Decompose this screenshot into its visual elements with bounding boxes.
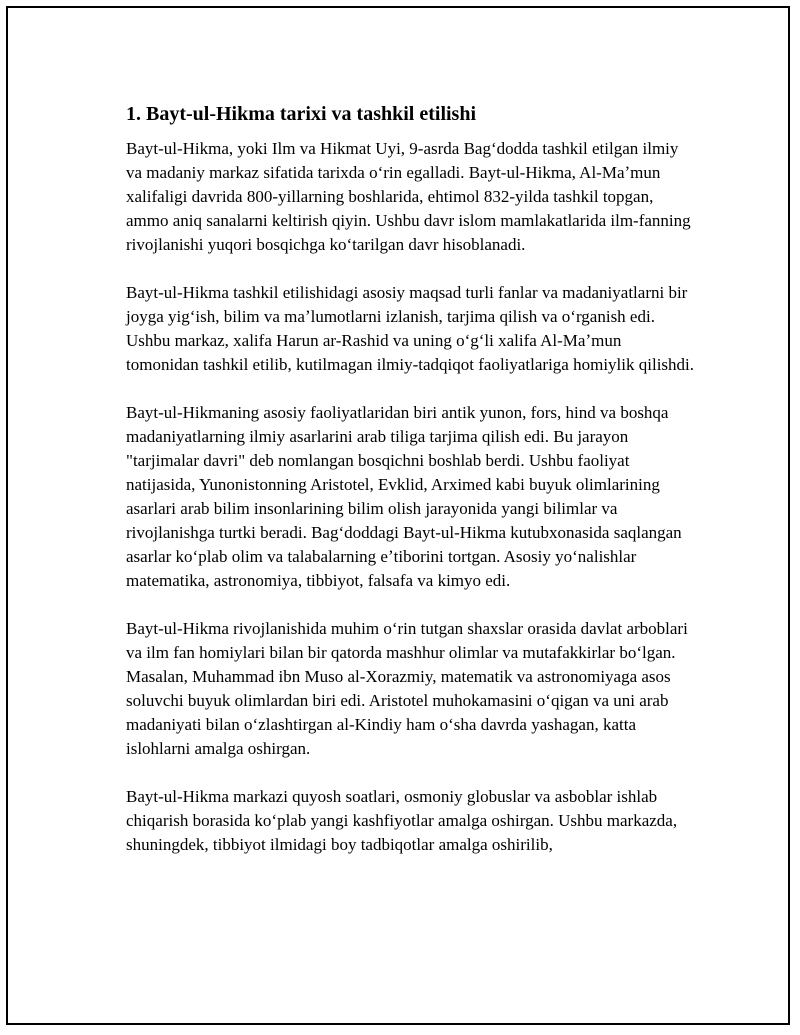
section-heading: 1. Bayt-ul-Hikma tarixi va tashkil etilishi	[126, 103, 477, 125]
document-page	[6, 6, 790, 1025]
paragraph-history-intro: Bayt-ul-Hikma, yoki Ilm va Hikmat Uyi, 9-asrda Bagʻdodda tashkil etilgan ilmiy va madaniy markaz sifatida tarixda oʻrin egalladi. Bayt-ul-Hikma, Al-Maʼmun xalifaligi davrida 800-yillarning boshlarida, ehtimol 832-yilda tashkil topgan, ammo aniq sanalarni keltirish qiyin. Ushbu davr islom mamlakatlarida ilm-fanning rivojlanishi yuqori bosqichga koʻtarilgan davr hisoblanadi.	[126, 139, 691, 254]
paragraph-discoveries: Bayt-ul-Hikma markazi quyosh soatlari, osmoniy globuslar va asboblar ishlab chiqarish borasida koʻplab yangi kashfiyotlar amalga oshirgan. Ushbu markazda, shuningdek, tibbiyot ilmidagi boy tadbiqotlar amalga oshirilib,	[126, 787, 678, 854]
paragraph-founding-purpose: Bayt-ul-Hikma tashkil etilishidagi asosiy maqsad turli fanlar va madaniyatlarni bir joyga yigʻish, bilim va maʼlumotlarni izlanish, tarjima qilish va oʻrganish edi. Ushbu markaz, xalifa Harun ar-Rashid va uning oʻgʻli xalifa Al-Maʼmun tomonidan tashkil etilib, kutilmagan ilmiy-tadqiqot faoliyatlariga homiylik qilishdi.	[126, 283, 695, 374]
paragraph-notable-scholars: Bayt-ul-Hikma rivojlanishida muhim oʻrin tutgan shaxslar orasida davlat arboblari va ilm fan homiylari bilan bir qatorda mashhur olimlar va mutafakkirlar boʻlgan. Masalan, Muhammad ibn Muso al-Xorazmiy, matematik va astronomiyaga asos soluvchi buyuk olimlardan biri edi. Aristotel muhokamasini oʻqigan va uni arab madaniyati bilan oʻzlashtirgan al-Kindiy ham oʻsha davrda yashagan, katta islohlarni amalga oshirgan.	[126, 619, 688, 758]
document-body	[126, 101, 696, 881]
paragraph-translation-activity: Bayt-ul-Hikmaning asosiy faoliyatlaridan biri antik yunon, fors, hind va boshqa madaniyatlarning ilmiy asarlarini arab tiliga tarjima qilish edi. Bu jarayon "tarjimalar davri" deb nomlangan bosqichni boshlab berdi. Ushbu faoliyat natijasida, Yunonistonning Aristotel, Evklid, Arximed kabi buyuk olimlarining asarlari arab bilim insonlarining bilim olish jarayonida yangi bilimlar va rivojlanishga turtki beradi. Bagʻdoddagi Bayt-ul-Hikma kutubxonasida saqlangan asarlar koʻplab olim va talabalarning eʼtiborini tortgan. Asosiy yoʻnalishlar matematika, astronomiya, tibbiyot, falsafa va kimyo edi.	[126, 403, 682, 590]
